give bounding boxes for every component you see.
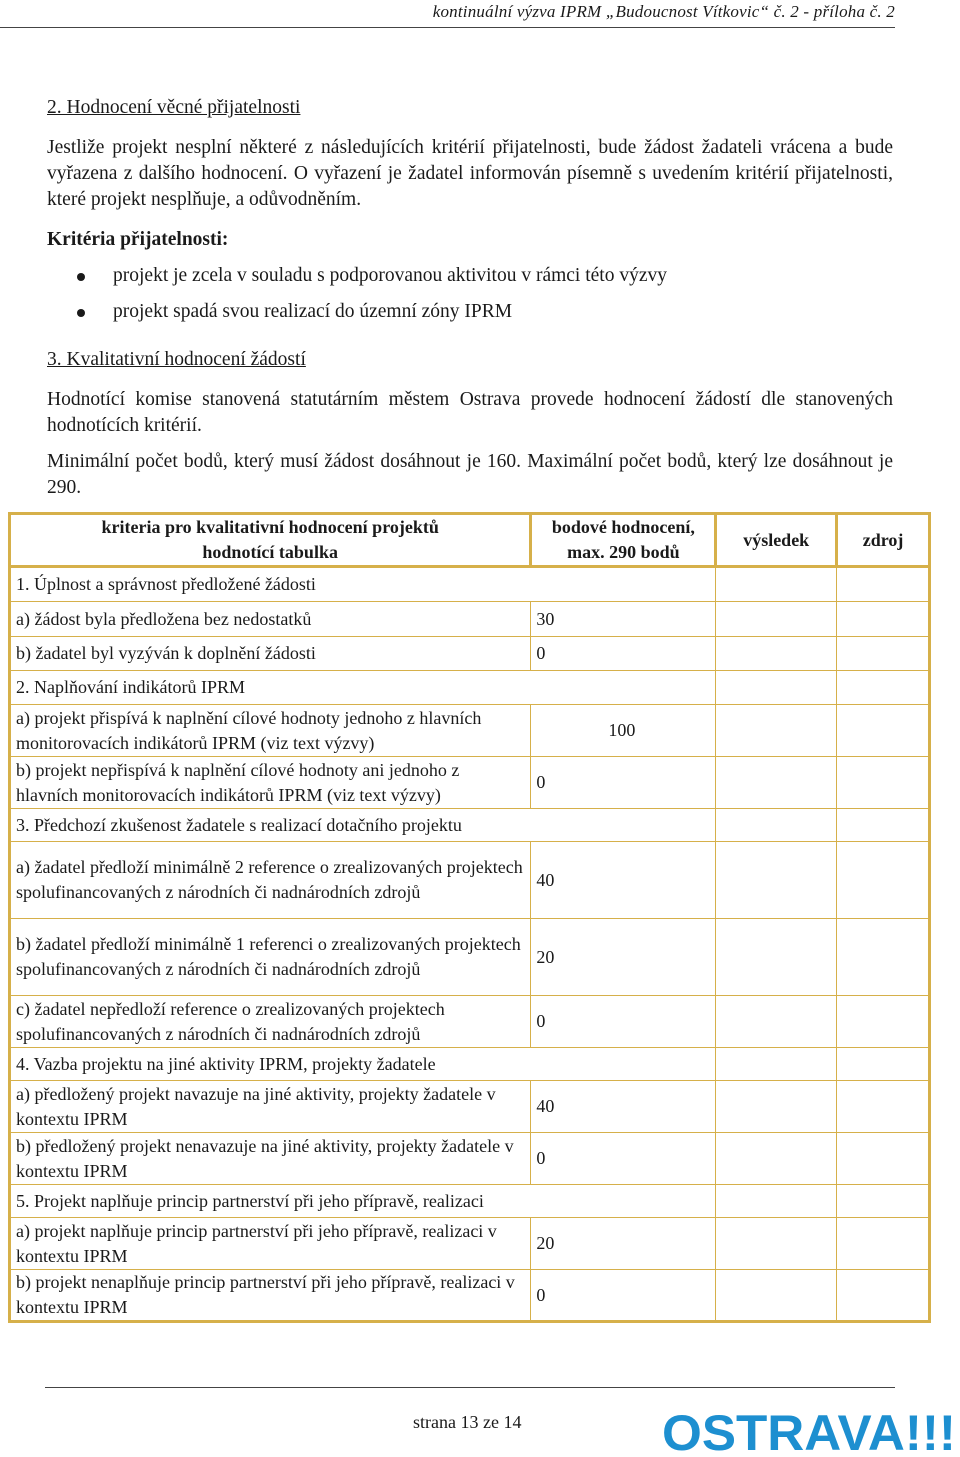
table-section-row [10, 1048, 930, 1081]
source-cell [837, 1218, 930, 1270]
table-section-row [10, 567, 930, 602]
header-text: kontinuální výzva IPRM „Budoucnost Vítkovic“ č. 2 - příloha č. 2 [432, 2, 895, 21]
points-cell: 0 [531, 637, 716, 671]
criterion-cell: b) žadatel předloží minimálně 1 referenci o zrealizovaných projektech spolufinancovaných z národních či nadnárodních zdrojů [10, 919, 531, 996]
criterion-cell: a) předložený projekt navazuje na jiné aktivity, projekty žadatele v kontextu IPRM [10, 1081, 531, 1133]
source-cell [837, 842, 930, 919]
document-body [47, 95, 893, 501]
section-title-cell: 4. Vazba projektu na jiné aktivity IPRM, projekty žadatele [10, 1048, 716, 1081]
result-cell [716, 1081, 837, 1133]
source-cell [837, 705, 930, 757]
result-cell [716, 842, 837, 919]
criterion-cell: b) projekt nenaplňuje princip partnerství při jeho přípravě, realizaci v kontextu IPRM [10, 1270, 531, 1322]
header-result: výsledek [716, 514, 837, 567]
table-header-row [10, 514, 930, 567]
criterion-cell: a) projekt naplňuje princip partnerství při jeho přípravě, realizaci v kontextu IPRM [10, 1218, 531, 1270]
page-number: strana 13 ze 14 [413, 1412, 522, 1432]
header-criteria: kriteria pro kvalitativní hodnocení projektů hodnotící tabulka [10, 514, 531, 567]
criterion-cell: b) projekt nepřispívá k naplnění cílové hodnoty ani jednoho z hlavních monitorovacích indikátorů IPRM (viz text výzvy) [10, 757, 531, 809]
table-section-row [10, 1185, 930, 1218]
points-cell: 100 [531, 705, 716, 757]
points-cell: 30 [531, 602, 716, 637]
criterion-cell: a) žadatel předloží minimálně 2 reference o zrealizovaných projektech spolufinancovaných z národních či nadnárodních zdrojů [10, 842, 531, 919]
table-row [10, 842, 930, 919]
result-cell [716, 809, 837, 842]
source-cell [837, 637, 930, 671]
source-cell [837, 1048, 930, 1081]
criteria-item: projekt je zcela v souladu s podporovanou aktivitou v rámci této výzvy [47, 263, 893, 289]
criteria-table [8, 512, 931, 1323]
bullet-icon [77, 273, 85, 281]
source-cell [837, 996, 930, 1048]
criteria-list [47, 263, 893, 325]
result-cell [716, 1048, 837, 1081]
section-title-cell: 2. Naplňování indikátorů IPRM [10, 671, 716, 705]
points-cell: 20 [531, 1218, 716, 1270]
section-3-title: 3. Kvalitativní hodnocení žádostí [47, 349, 306, 370]
table-row [10, 1081, 930, 1133]
source-cell [837, 1270, 930, 1322]
criterion-cell: a) projekt přispívá k naplnění cílové hodnoty jednoho z hlavních monitorovacích indikátorů IPRM (viz text výzvy) [10, 705, 531, 757]
result-cell [716, 919, 837, 996]
points-cell: 20 [531, 919, 716, 996]
result-cell [716, 996, 837, 1048]
ostrava-logo [660, 1400, 960, 1457]
points-cell: 40 [531, 842, 716, 919]
footer-divider [45, 1387, 895, 1388]
page-header [0, 0, 895, 28]
source-cell [837, 602, 930, 637]
result-cell [716, 1270, 837, 1322]
result-cell [716, 567, 837, 602]
section-title-cell: 5. Projekt naplňuje princip partnerství při jeho přípravě, realizaci [10, 1185, 716, 1218]
section-2-paragraph: Jestliže projekt nesplní některé z následujících kritérií přijatelnosti, bude žádost žadateli vrácena a bude vyřazena z dalšího hodnocení. O vyřazení je žadatel informován písemně s uvedením kritérií přijatelnosti, které projekt nesplňuje, a odůvodněním. [47, 137, 893, 210]
table-row [10, 1218, 930, 1270]
points-cell: 0 [531, 996, 716, 1048]
table-row [10, 705, 930, 757]
criterion-cell: b) žadatel byl vyzýván k doplnění žádosti [10, 637, 531, 671]
source-cell [837, 671, 930, 705]
result-cell [716, 671, 837, 705]
criterion-cell: a) žádost byla předložena bez nedostatků [10, 602, 531, 637]
result-cell [716, 637, 837, 671]
criteria-item: projekt spadá svou realizací do územní zóny IPRM [47, 299, 893, 325]
source-cell [837, 809, 930, 842]
header-source: zdroj [837, 514, 930, 567]
criterion-cell: b) předložený projekt nenavazuje na jiné aktivity, projekty žadatele v kontextu IPRM [10, 1133, 531, 1185]
source-cell [837, 757, 930, 809]
source-cell [837, 567, 930, 602]
criterion-cell: c) žadatel nepředloží reference o zrealizovaných projektech spolufinancovaných z národních či nadnárodních zdrojů [10, 996, 531, 1048]
result-cell [716, 1218, 837, 1270]
table-row [10, 637, 930, 671]
source-cell [837, 1133, 930, 1185]
result-cell [716, 602, 837, 637]
table-row [10, 1133, 930, 1185]
section-3-paragraph-1: Hodnotící komise stanovená statutárním městem Ostrava provede hodnocení žádostí dle stanovených hodnotících kritérií. [47, 389, 893, 436]
table-row [10, 1270, 930, 1322]
result-cell [716, 1185, 837, 1218]
source-cell [837, 919, 930, 996]
section-title-cell: 3. Předchozí zkušenost žadatele s realizací dotačního projektu [10, 809, 716, 842]
result-cell [716, 1133, 837, 1185]
table-section-row [10, 671, 930, 705]
table-section-row [10, 809, 930, 842]
header-points: bodové hodnocení, max. 290 bodů [531, 514, 716, 567]
source-cell [837, 1081, 930, 1133]
points-cell: 40 [531, 1081, 716, 1133]
source-cell [837, 1185, 930, 1218]
points-cell: 0 [531, 757, 716, 809]
table-row [10, 919, 930, 996]
result-cell [716, 757, 837, 809]
points-cell: 0 [531, 1133, 716, 1185]
bullet-icon [77, 309, 85, 317]
table-row [10, 996, 930, 1048]
section-title-cell: 1. Úplnost a správnost předložené žádosti [10, 567, 716, 602]
criteria-label: Kritéria přijatelnosti: [47, 229, 229, 250]
points-cell: 0 [531, 1270, 716, 1322]
section-3-paragraph-2: Minimální počet bodů, který musí žádost dosáhnout je 160. Maximální počet bodů, který lze dosáhnout je 290. [47, 451, 893, 498]
table-row [10, 757, 930, 809]
table-row [10, 602, 930, 637]
result-cell [716, 705, 837, 757]
ostrava-logo-text: OSTRAVA!!! [662, 1405, 956, 1457]
section-2-title: 2. Hodnocení věcné přijatelnosti [47, 97, 301, 118]
